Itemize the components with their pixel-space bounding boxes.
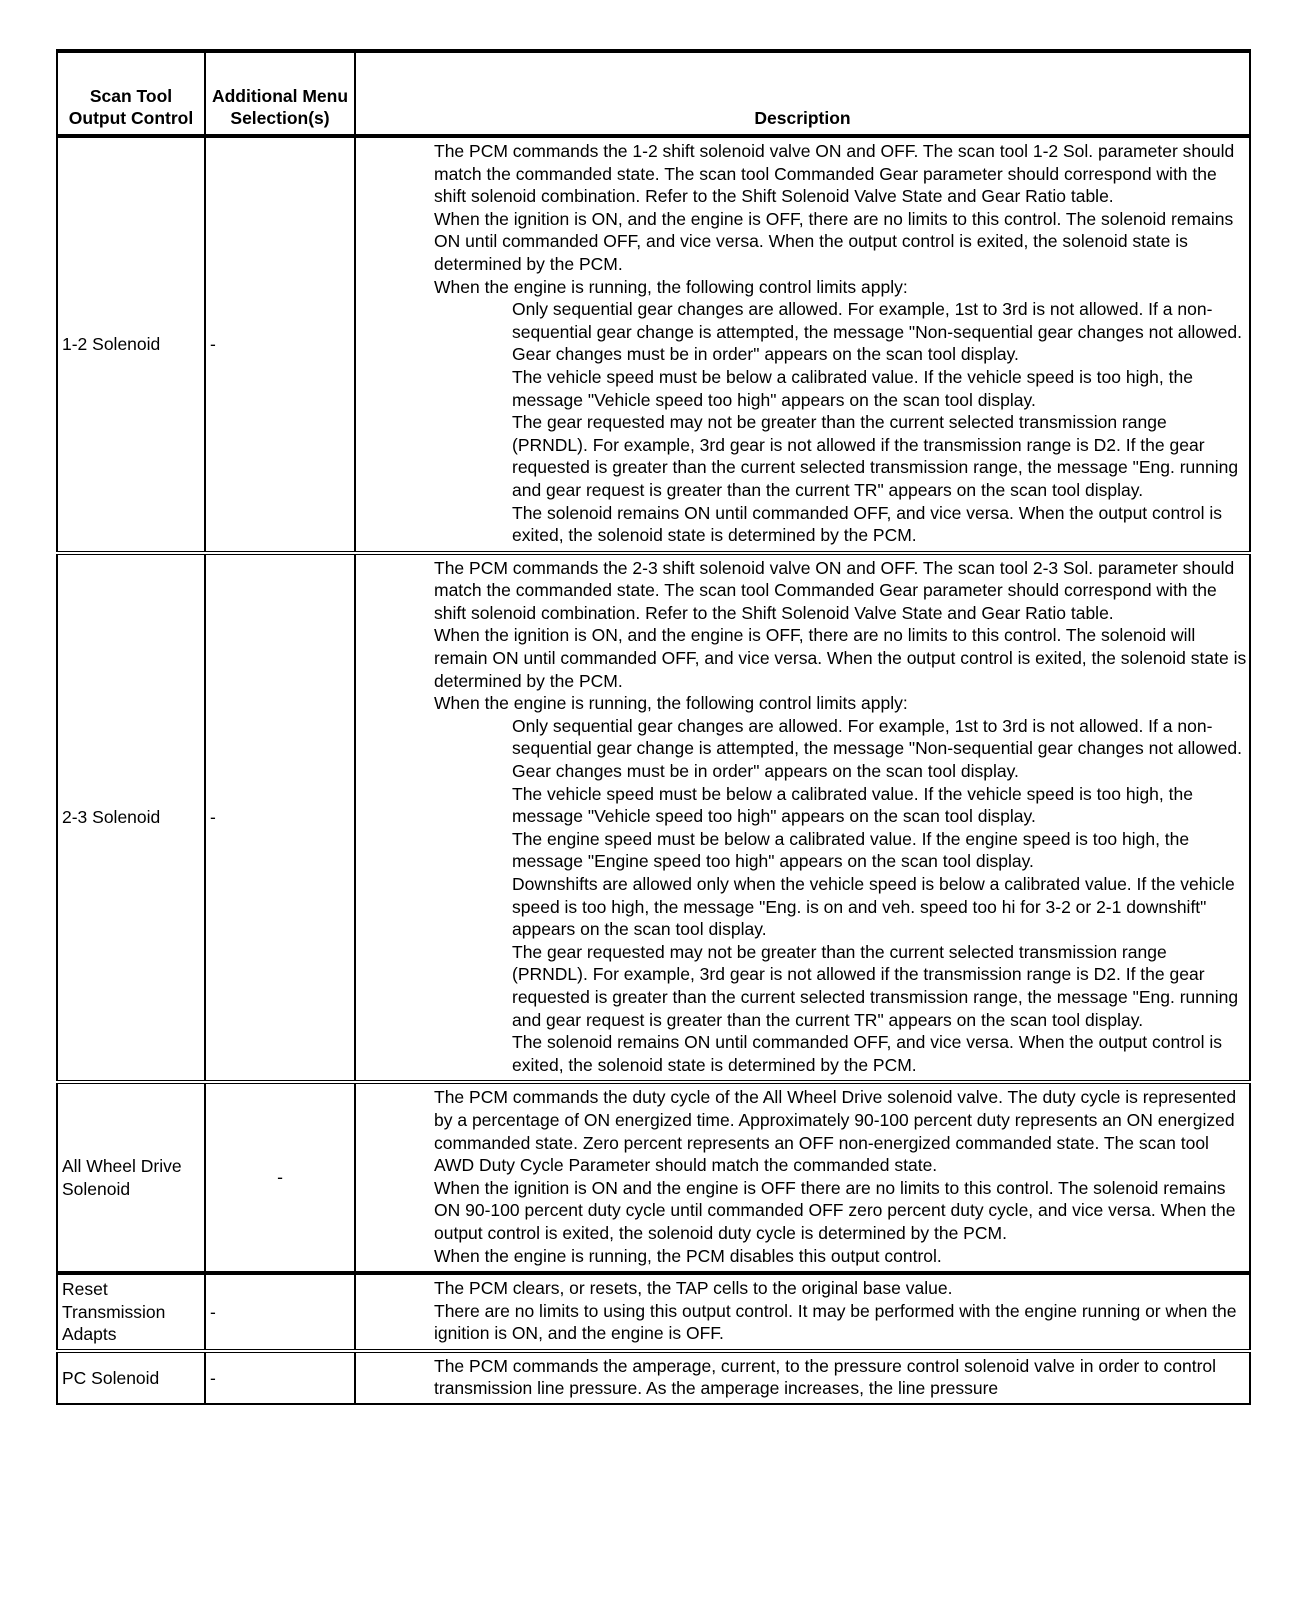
header-description: Description (355, 51, 1250, 136)
description-paragraph: When the ignition is ON, and the engine is OFF, there are no limits to this control. The solenoid will remain ON until commanded OFF, and vice versa. When the output control is exited, the solenoid state is determined by the PCM. (434, 625, 1247, 691)
description-sub-item: The gear requested may not be greater than the current selected transmission range (PRNDL). For example, 3rd gear is not allowed if the transmission range is D2. If the gear requested is greater than the current selected transmission range, the message "Eng. running and gear request is greater than the current TR" appears on the scan tool display. (512, 941, 1239, 1030)
table-header-row (57, 51, 1250, 136)
table-row (57, 136, 1250, 553)
row-menu: - (205, 1082, 355, 1273)
description-paragraph: When the engine is running, the following control limits apply: (434, 276, 908, 297)
row-name: All Wheel Drive Solenoid (57, 1082, 205, 1273)
description-paragraph: There are no limits to using this output control. It may be performed with the engine running or when the ignition is ON, and the engine is OFF. (434, 1300, 1237, 1344)
description-paragraph: When the ignition is ON and the engine is OFF there are no limits to this control. The solenoid remains ON 90-100 percent duty cycle until commanded OFF zero percent duty cycle, and vice versa. When the output control is exited, the solenoid duty cycle is determined by the PCM. (434, 1177, 1236, 1243)
description-clipped (434, 1355, 1247, 1399)
table-row (57, 1273, 1250, 1351)
row-name: PC Solenoid (57, 1351, 205, 1404)
row-menu: - (205, 1273, 355, 1351)
row-name: 2-3 Solenoid (57, 553, 205, 1083)
description-paragraph: When the engine is running, the following control limits apply: (434, 693, 908, 714)
description-sub-item: The vehicle speed must be below a calibrated value. If the vehicle speed is too high, the message "Vehicle speed too high" appears on the scan tool display. (512, 366, 1193, 410)
header-additional-menu-selections: Additional Menu Selection(s) (205, 51, 355, 136)
table-row (57, 553, 1250, 1083)
description-paragraph: The PCM commands the duty cycle of the All Wheel Drive solenoid valve. The duty cycle is represented by a percentage of ON energized time. Approximately 90-100 percent duty represents an ON energized commanded state. Zero percent represents an OFF non-energized commanded state. The scan tool AWD Duty Cycle Parameter should match the commanded state. (434, 1087, 1237, 1176)
table-row (57, 1351, 1250, 1404)
description-sub-item: Only sequential gear changes are allowed. For example, 1st to 3rd is not allowed. If a non-sequential gear change is attempted, the message "Non-sequential gear changes not allowed. Gear changes must be in order" appears on the scan tool display. (512, 299, 1243, 365)
description-sub-item: The engine speed must be below a calibrated value. If the engine speed is too high, the message "Engine speed too high" appears on the scan tool display. (512, 828, 1190, 872)
scan-tool-output-control-table (56, 49, 1251, 1405)
row-name: Reset Transmission Adapts (57, 1273, 205, 1351)
row-menu: - (205, 553, 355, 1083)
row-description (355, 136, 1250, 553)
row-description (355, 553, 1250, 1083)
row-menu: - (205, 136, 355, 553)
description-paragraph: The PCM clears, or resets, the TAP cells to the original base value. (434, 1278, 953, 1299)
description-paragraph: The PCM commands the 2-3 shift solenoid valve ON and OFF. The scan tool 2-3 Sol. parameter should match the commanded state. The scan tool Commanded Gear parameter should correspond with the shift solenoid combination. Refer to the Shift Solenoid Valve State and Gear Ratio table. (434, 557, 1235, 623)
description-paragraph: When the ignition is ON, and the engine is OFF, there are no limits to this control. The solenoid remains ON until commanded OFF, and vice versa. When the output control is exited, the solenoid state is determined by the PCM. (434, 208, 1234, 274)
header-scan-tool-output-control: Scan Tool Output Control (57, 51, 205, 136)
description-sub-item: Downshifts are allowed only when the vehicle speed is below a calibrated value. If the vehicle speed is too high, the message "Eng. is on and veh. speed too hi for 3-2 or 2-1 downshift" appears on the scan tool display. (512, 874, 1235, 940)
table-row (57, 1082, 1250, 1273)
row-description (355, 1273, 1250, 1351)
description-paragraph: When the engine is running, the PCM disables this output control. (434, 1245, 942, 1266)
description-sub-item: The gear requested may not be greater than the current selected transmission range (PRNDL). For example, 3rd gear is not allowed if the transmission range is D2. If the gear requested is greater than the current selected transmission range, the message "Eng. running and gear request is greater than the current TR" appears on the scan tool display. (512, 412, 1239, 500)
row-menu: - (205, 1351, 355, 1404)
row-description (355, 1082, 1250, 1273)
description-sub-item: The solenoid remains ON until commanded OFF, and vice versa. When the output control is exited, the solenoid state is determined by the PCM. (512, 502, 1223, 546)
description-paragraph: The PCM commands the 1-2 shift solenoid valve ON and OFF. The scan tool 1-2 Sol. parameter should match the commanded state. The scan tool Commanded Gear parameter should correspond with the shift solenoid combination. Refer to the Shift Solenoid Valve State and Gear Ratio table. (434, 141, 1235, 207)
row-description (355, 1351, 1250, 1404)
description-sub-item: Only sequential gear changes are allowed. For example, 1st to 3rd is not allowed. If a non-sequential gear change is attempted, the message "Non-sequential gear changes not allowed. Gear changes must be in order" appears on the scan tool display. (512, 715, 1243, 782)
description-paragraph: The PCM commands the amperage, current, to the pressure control solenoid valve in order to control transmission line pressure. As the amperage increases, the line pressure (434, 1355, 1217, 1399)
description-sub-item: The vehicle speed must be below a calibrated value. If the vehicle speed is too high, the message "Vehicle speed too high" appears on the scan tool display. (512, 783, 1193, 827)
row-name: 1-2 Solenoid (57, 136, 205, 553)
description-sub-item: The solenoid remains ON until commanded OFF, and vice versa. When the output control is exited, the solenoid state is determined by the PCM. (512, 1032, 1223, 1075)
